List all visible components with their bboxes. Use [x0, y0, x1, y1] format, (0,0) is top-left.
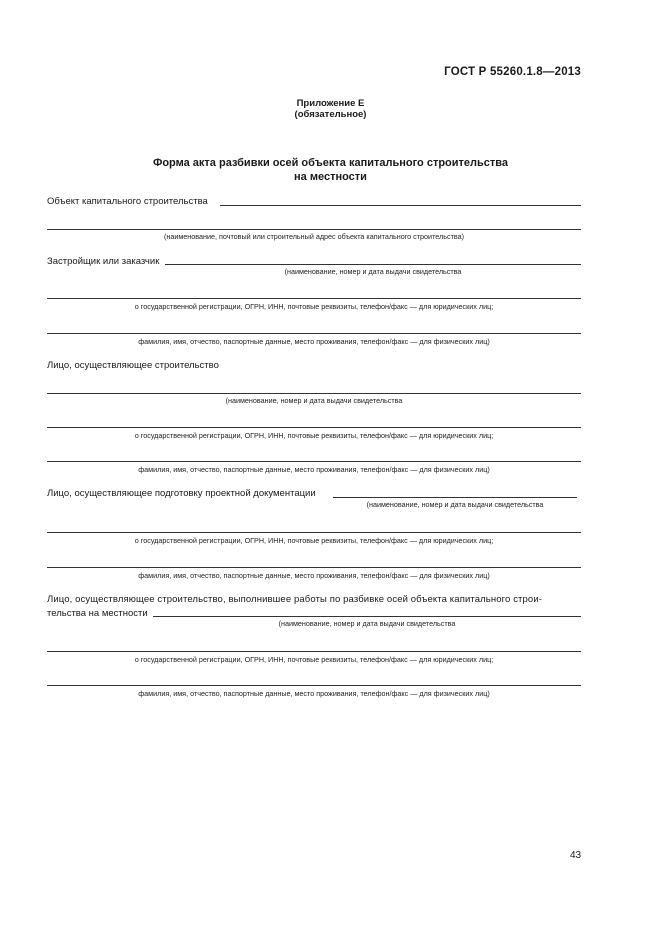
builder-name-caption: (наименование, номер и дата выдачи свидетельства [225, 396, 403, 405]
appendix-heading [0, 98, 661, 120]
developer-person-caption: фамилия, имя, отчество, паспортные данные, место проживания, телефон/факс — для физических лиц) [138, 337, 490, 346]
builder-name-line [47, 393, 581, 394]
developer-name-caption: (наименование, номер и дата выдачи свидетельства [284, 267, 462, 276]
object-field-line [220, 205, 581, 206]
developer-field-line [165, 264, 581, 265]
developer-label: Застройщик или заказчик [47, 256, 160, 267]
appendix-note: (обязательное) [294, 109, 367, 120]
designer-name-caption: (наименование, номер и дата выдачи свидетельства [366, 500, 544, 509]
designer-legal-caption: о государственной регистрации, ОГРН, ИНН, почтовые реквизиты, телефон/факс — для юридических лиц; [134, 536, 494, 545]
builder-person-caption: фамилия, имя, отчество, паспортные данные, место проживания, телефон/факс — для физических лиц) [138, 465, 490, 474]
designer-person-caption: фамилия, имя, отчество, паспортные данные, место проживания, телефон/факс — для физических лиц) [138, 571, 490, 580]
builder-legal-caption: о государственной регистрации, ОГРН, ИНН, почтовые реквизиты, телефон/факс — для юридических лиц; [134, 431, 494, 440]
object-address-line [47, 229, 581, 230]
designer-label: Лицо, осуществляющее подготовку проектной документации [47, 488, 316, 499]
form-title-line-2: на местности [294, 171, 367, 183]
object-label: Объект капитального строительства [47, 196, 208, 207]
surveyor-label-line-2: тельства на местности [47, 608, 148, 619]
developer-legal-caption: о государственной регистрации, ОГРН, ИНН, почтовые реквизиты, телефон/факс — для юридических лиц; [134, 302, 494, 311]
surveyor-legal-caption: о государственной регистрации, ОГРН, ИНН, почтовые реквизиты, телефон/факс — для юридических лиц; [134, 655, 494, 664]
appendix-title: Приложение Е [296, 98, 365, 109]
form-title [0, 156, 661, 184]
object-caption: (наименование, почтовый или строительный адрес объекта капитального строительства) [163, 232, 464, 241]
page-number: 43 [570, 850, 582, 861]
surveyor-person-line [47, 685, 581, 686]
builder-label: Лицо, осуществляющее строительство [47, 360, 219, 371]
standard-header: ГОСТ Р 55260.1.8—2013 [444, 66, 581, 78]
developer-legal-line [47, 298, 581, 299]
builder-legal-line [47, 427, 581, 428]
surveyor-legal-line [47, 651, 581, 652]
surveyor-label-line-1: Лицо, осуществляющее строительство, выполнившее работы по разбивке осей объекта капитального строи- [47, 594, 543, 605]
designer-legal-line [47, 532, 581, 533]
surveyor-name-caption: (наименование, номер и дата выдачи свидетельства [278, 619, 456, 628]
form-title-line-1: Форма акта разбивки осей объекта капитального строительства [152, 157, 509, 169]
designer-person-line [47, 567, 581, 568]
developer-person-line [47, 333, 581, 334]
surveyor-field-line [153, 616, 581, 617]
builder-person-line [47, 461, 581, 462]
surveyor-person-caption: фамилия, имя, отчество, паспортные данные, место проживания, телефон/факс — для физических лиц) [138, 689, 490, 698]
designer-field-line [333, 497, 577, 498]
